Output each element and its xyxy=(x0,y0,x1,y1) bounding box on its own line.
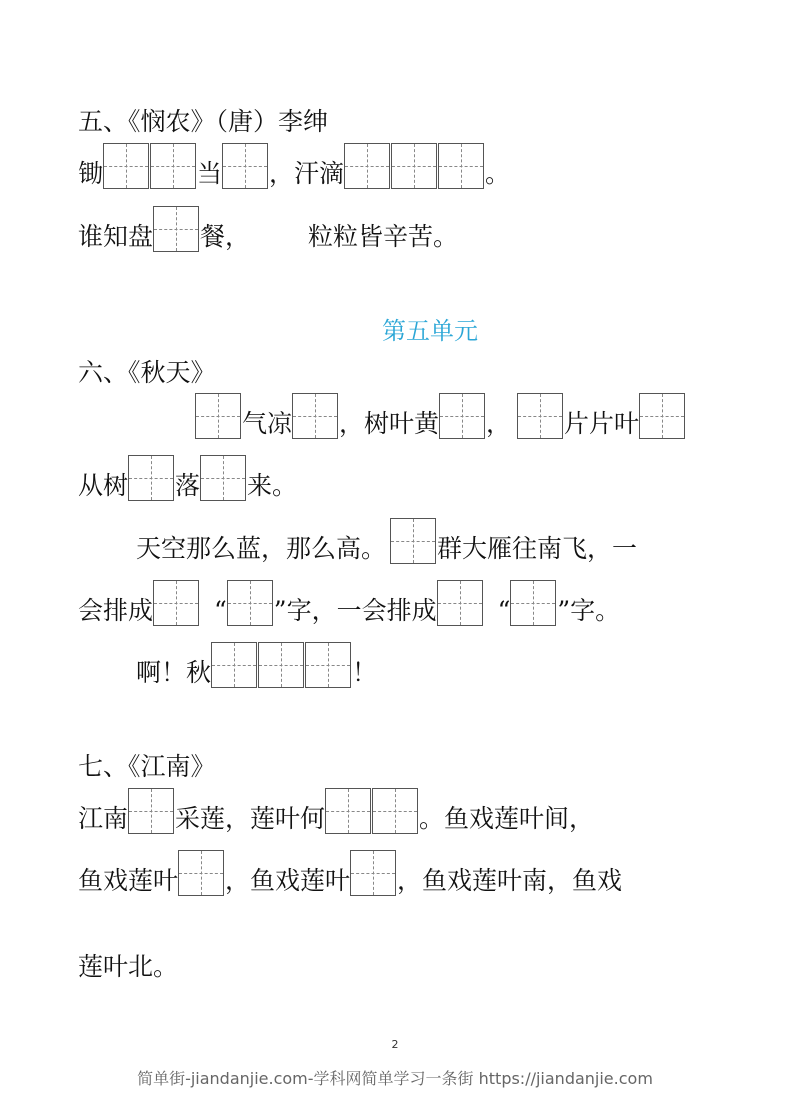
blank-box[interactable] xyxy=(128,455,174,501)
blank-box[interactable] xyxy=(178,850,224,896)
blank-box[interactable] xyxy=(350,850,396,896)
text: 鱼戏莲叶 xyxy=(78,866,179,895)
text: “ xyxy=(214,596,227,625)
blank-box[interactable] xyxy=(153,580,199,626)
poem-title-minnong: 五、《悯农》（唐）李绅 xyxy=(78,107,329,136)
text: 莲叶北。 xyxy=(78,952,179,981)
text: 谁知盘 xyxy=(78,222,154,251)
text: 啊！秋 xyxy=(136,658,212,687)
blank-box[interactable] xyxy=(258,642,304,688)
blank-box[interactable] xyxy=(390,518,436,564)
poem6-line1 xyxy=(195,391,686,439)
text: 从树 xyxy=(78,471,129,500)
blank-box[interactable] xyxy=(211,642,257,688)
footer-text: 简单街-jiandanjie.com-学科网简单学习一条街 https://jiandanjie.com xyxy=(137,1069,653,1088)
text: ，汗滴 xyxy=(269,159,345,188)
text: 。鱼戏莲叶间， xyxy=(419,804,595,833)
text: ”字，一会排成 xyxy=(273,596,437,625)
text: ，树叶黄 xyxy=(339,409,440,438)
blank-box[interactable] xyxy=(517,393,563,439)
blank-box[interactable] xyxy=(200,455,246,501)
text: 采莲，莲叶何 xyxy=(175,804,326,833)
blank-box[interactable] xyxy=(439,393,485,439)
poem-title-qiutian: 六、《秋天》 xyxy=(78,358,216,387)
poem6-line4 xyxy=(78,578,620,626)
poem6-line2 xyxy=(78,453,297,501)
poem7-line3 xyxy=(78,934,178,982)
poem7-line2 xyxy=(78,848,622,896)
blank-box[interactable] xyxy=(103,143,149,189)
blank-box[interactable] xyxy=(128,788,174,834)
text: ”字。 xyxy=(557,596,621,625)
poem6-line5 xyxy=(136,640,377,688)
blank-box[interactable] xyxy=(305,642,351,688)
poem5-line1 xyxy=(78,141,510,189)
text: 天空那么蓝，那么高。 xyxy=(136,534,387,563)
blank-box[interactable] xyxy=(292,393,338,439)
text: ！ xyxy=(352,658,378,687)
blank-box[interactable] xyxy=(222,143,268,189)
blank-box[interactable] xyxy=(153,206,199,252)
text: 餐， xyxy=(200,222,251,251)
poem6-line3 xyxy=(136,516,637,564)
text: 片片叶 xyxy=(564,409,640,438)
blank-box[interactable] xyxy=(325,788,371,834)
text: 来。 xyxy=(247,471,298,500)
text: 气凉 xyxy=(242,409,293,438)
text: 会排成 xyxy=(78,596,154,625)
text: 江南 xyxy=(78,804,129,833)
blank-box[interactable] xyxy=(344,143,390,189)
text: “ xyxy=(497,596,511,625)
blank-box[interactable] xyxy=(438,143,484,189)
text: 当 xyxy=(197,159,223,188)
blank-box[interactable] xyxy=(639,393,685,439)
blank-box[interactable] xyxy=(150,143,196,189)
poem7-line1 xyxy=(78,786,594,834)
text: 锄 xyxy=(78,159,104,188)
text: 群大雁往南飞，一 xyxy=(437,534,638,563)
poem-title-jiangnan: 七、《江南》 xyxy=(78,752,216,781)
text: ， xyxy=(486,409,512,438)
page-number: 2 xyxy=(391,1038,399,1051)
text: ，鱼戏莲叶 xyxy=(225,866,351,895)
text: 。 xyxy=(485,159,511,188)
poem5-line2 xyxy=(78,204,458,252)
blank-box[interactable] xyxy=(437,580,483,626)
text: 落 xyxy=(175,471,201,500)
blank-box[interactable] xyxy=(227,580,273,626)
blank-box[interactable] xyxy=(372,788,418,834)
blank-box[interactable] xyxy=(510,580,556,626)
unit-heading: 第五单元 xyxy=(382,317,478,345)
text: 粒粒皆辛苦。 xyxy=(308,222,459,251)
blank-box[interactable] xyxy=(195,393,241,439)
text: ，鱼戏莲叶南，鱼戏 xyxy=(397,866,623,895)
blank-box[interactable] xyxy=(391,143,437,189)
